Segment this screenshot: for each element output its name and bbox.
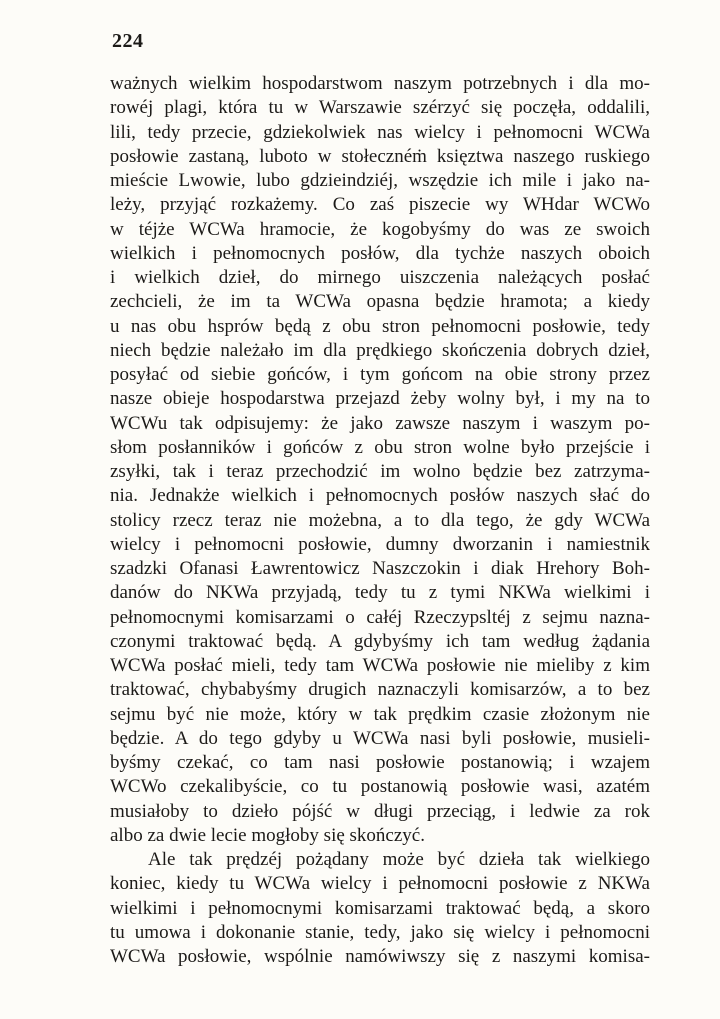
text-line: posyłać od siebie gońców, i tym gońcom na obie strony przez	[110, 364, 650, 385]
text-line: czonymi traktować będą. A gdybyśmy ich tam według żądania	[110, 630, 650, 652]
text-line: szadzki Ofanasi Ławrentowicz Naszczokin i diak Hrehory Boh-	[110, 558, 650, 579]
text-line: WCWa posłowie, wspólnie namówiwszy się z naszymi komisa-	[110, 946, 650, 967]
text-line: musiałoby to dzieło pójść w długi przeciąg, i ledwie za rok	[110, 800, 650, 822]
text-line: wielkimi i pełnomocnymi komisarzami traktować będą, a skoro	[110, 897, 650, 919]
text-line: leży, przyjąć rozkażemy. Co zaś piszecie wy WHdar WCWo	[110, 194, 650, 216]
text-line: WCWo czekalibyście, co tu postanowią posłowie wasi, azatém	[110, 776, 650, 798]
text-line: ważnych wielkim hospodarstwom naszym potrzebnych i dla mo-	[110, 73, 650, 94]
text-line: u nas obu hsprów będą z obu stron pełnomocni posłowie, tedy	[110, 315, 650, 337]
text-line: WCWu tak odpisujemy: że jako zawsze naszym i waszym po-	[110, 412, 650, 434]
text-line: nia. Jednakże wielkich i pełnomocnych posłów naszych słać do	[110, 485, 650, 507]
text-line: i wielkich dzieł, do mirnego uiszczenia należących posłać	[110, 267, 650, 288]
text-line: zechcieli, że im ta WCWa opasna będzie hramota; a kiedy	[110, 291, 650, 313]
text-line: traktować, chybabyśmy drugich naznaczyli komisarzów, a to bez	[110, 679, 650, 701]
text-line: w téjże WCWa hramocie, że kogobyśmy do was ze swoich	[110, 218, 650, 240]
text-line-paragraph-start: Ale tak prędzéj pożądany może być dzieła tak wielkiego	[148, 849, 650, 870]
body-text	[110, 72, 650, 969]
page-number: 224	[112, 30, 144, 52]
text-line: koniec, kiedy tu WCWa wielcy i pełnomocni posłowie z NKWa	[110, 873, 650, 895]
text-line: sejmu być nie może, który w tak prędkim czasie złożonym nie	[110, 703, 650, 725]
text-line: będzie. A do tego gdyby u WCWa nasi byli posłowie, musieli-	[110, 727, 650, 749]
text-line: danów do NKWa przyjadą, tedy tu z tymi NKWa wielkimi i	[110, 582, 650, 604]
text-line: rowéj plagi, która tu w Warszawie szérzyć się poczęła, oddalili,	[110, 97, 650, 119]
text-line: wielcy i pełnomocni posłowie, dumny dworzanin i namiestnik	[110, 533, 650, 555]
text-line: wielkich i pełnomocnych posłów, dla tychże naszych oboich	[110, 242, 650, 264]
text-line: pełnomocnymi komisarzami o całéj Rzeczypsltéj z sejmu nazna-	[110, 606, 650, 628]
text-line: stolicy rzecz teraz nie możebna, a to dla tego, że gdy WCWa	[110, 509, 650, 531]
text-line: nasze obieje hospodarstwa przejazd żeby wolny był, i my na to	[110, 388, 650, 410]
text-line: mieście Lwowie, lubo gdzieindziéj, wszędzie ich mile i jako na-	[110, 170, 650, 191]
text-line: byśmy czekać, co tam nasi posłowie postanowią; i wzajem	[110, 752, 650, 773]
text-line: posłowie zastaną, luboto w stołecznéṁ księztwa naszego ruskiego	[110, 145, 650, 167]
text-line: słom posłanników i gońców z obu stron wolne było przejście i	[110, 436, 650, 458]
text-line: zsyłki, tak i teraz przechodzić im wolno będzie bez zatrzyma-	[110, 461, 650, 482]
text-line-paragraph-end: albo za dwie lecie mogłoby się skończyć.	[110, 824, 425, 846]
text-line: WCWa posłać mieli, tedy tam WCWa posłowie nie mieliby z kim	[110, 655, 650, 676]
text-line: tu umowa i dokonanie stanie, tedy, jako się wielcy i pełnomocni	[110, 921, 650, 943]
text-line: lili, tedy przecie, gdziekolwiek nas wielcy i pełnomocni WCWa	[110, 121, 650, 143]
text-line: niech będzie należało im dla prędkiego skończenia dobrych dzieł,	[110, 339, 650, 361]
